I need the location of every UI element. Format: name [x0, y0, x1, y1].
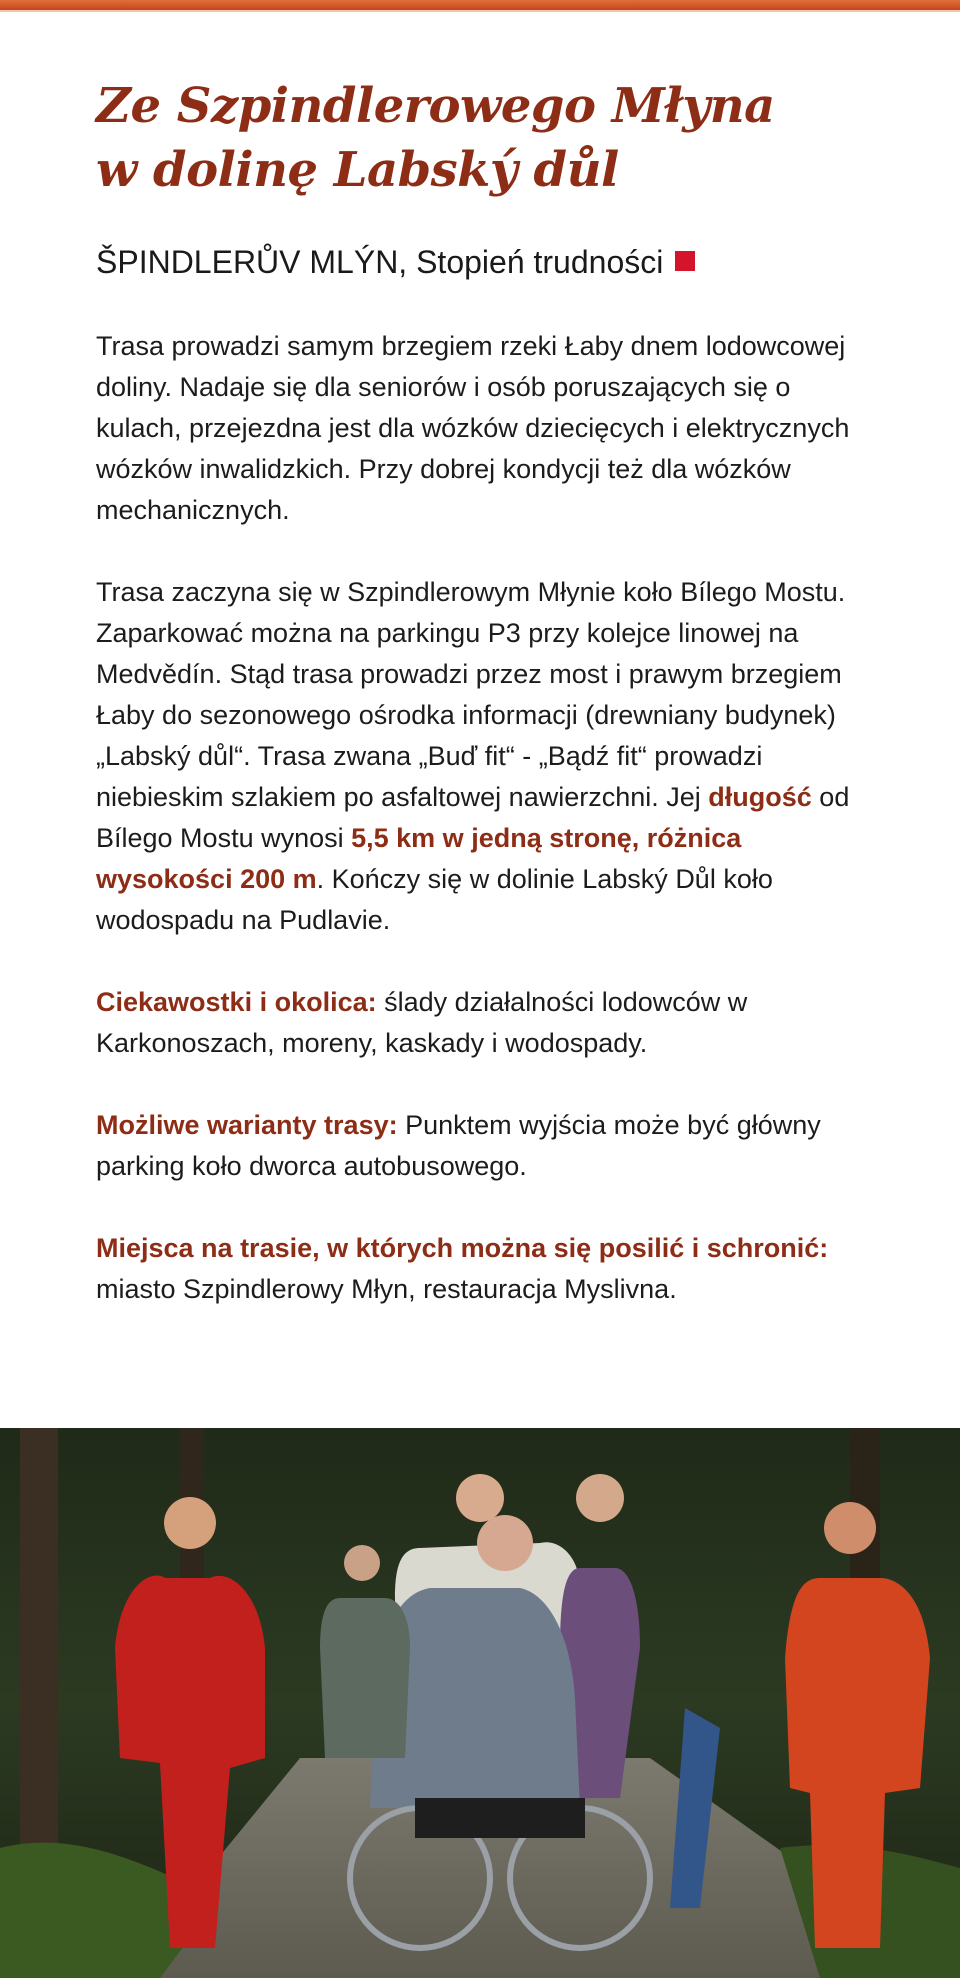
hiker-background — [320, 1598, 410, 1758]
attractions-text: ślady działalności lodowców w Karkonoszach, moreny, kaskady i wodospady. — [96, 987, 748, 1058]
attractions-paragraph — [96, 982, 876, 1064]
route-subtitle — [96, 240, 916, 284]
variants-paragraph — [96, 1105, 876, 1187]
refreshment-paragraph — [96, 1228, 876, 1310]
subtitle-separator: , — [398, 244, 417, 280]
route-length-value: 5,5 km w jedną stronę, różnica wysokości 200 m — [96, 823, 742, 894]
difficulty-label: Stopień trudności — [416, 244, 664, 280]
hiker-head-right — [824, 1502, 876, 1554]
hiker-head-group — [456, 1474, 504, 1522]
page-title — [96, 74, 916, 202]
location-name: ŠPINDLERŮV MLÝN — [96, 244, 399, 280]
attractions-label: Ciekawostki i okolica: — [96, 987, 377, 1017]
hikers-photo — [0, 1428, 960, 1978]
route-paragraph — [96, 572, 876, 941]
title-line-2: w dolinę Labský důl — [96, 142, 619, 198]
route-text-2: od Bílego Mostu wynosi — [96, 782, 850, 853]
difficulty-marker-icon — [675, 251, 695, 271]
top-rule — [0, 0, 960, 10]
route-text-3: . Kończy się w dolinie Labský Důl koło wodospadu na Pudlavie. — [96, 864, 773, 935]
tree-trunk — [20, 1428, 58, 1858]
top-rule-thin — [0, 10, 960, 12]
title-line-1: Ze Szpindlerowego Młyna — [96, 78, 775, 134]
refreshment-text: miasto Szpindlerowy Młyn, restauracja Myslivna. — [96, 1274, 677, 1304]
intro-paragraph: Trasa prowadzi samym brzegiem rzeki Łaby dnem lodowcowej doliny. Nadaje się dla seniorów i osób poruszających się o kulach, przejezdna jest dla wózków dziecięcych i elektrycznych wózków inwalidzkich. Przy dobrej kondycji też dla wózków mechanicznych. — [96, 331, 850, 525]
refreshment-label: Miejsca na trasie, w których można się posilić i schronić: — [96, 1233, 829, 1263]
variants-text: Punktem wyjścia może być główny parking koło dworca autobusowego. — [96, 1110, 821, 1181]
hiker-head-group — [576, 1474, 624, 1522]
route-text-1: Trasa zaczyna się w Szpindlerowym Młynie koło Bílego Mostu. Zaparkować można na parkingu P3 przy kolejce linowej na Medvědín. Stąd trasa prowadzi przez most i prawym brzegiem Łaby do sezonowego ośrodka informacji (drewniany budynek) „Labský důl“. Trasa zwana „Buď fit“ - „Bądź fit“ prowadzi niebieskim szlakiem po asfaltowej nawierzchni. Jej — [96, 577, 846, 812]
route-length-label: długość — [708, 782, 812, 812]
wheelchair-user-head — [477, 1515, 533, 1571]
variants-label: Możliwe warianty trasy: — [96, 1110, 398, 1140]
route-description — [96, 326, 876, 1351]
wheelchair-seat — [415, 1798, 585, 1838]
hiker-head — [164, 1497, 216, 1549]
hiker-head-background — [344, 1545, 380, 1581]
